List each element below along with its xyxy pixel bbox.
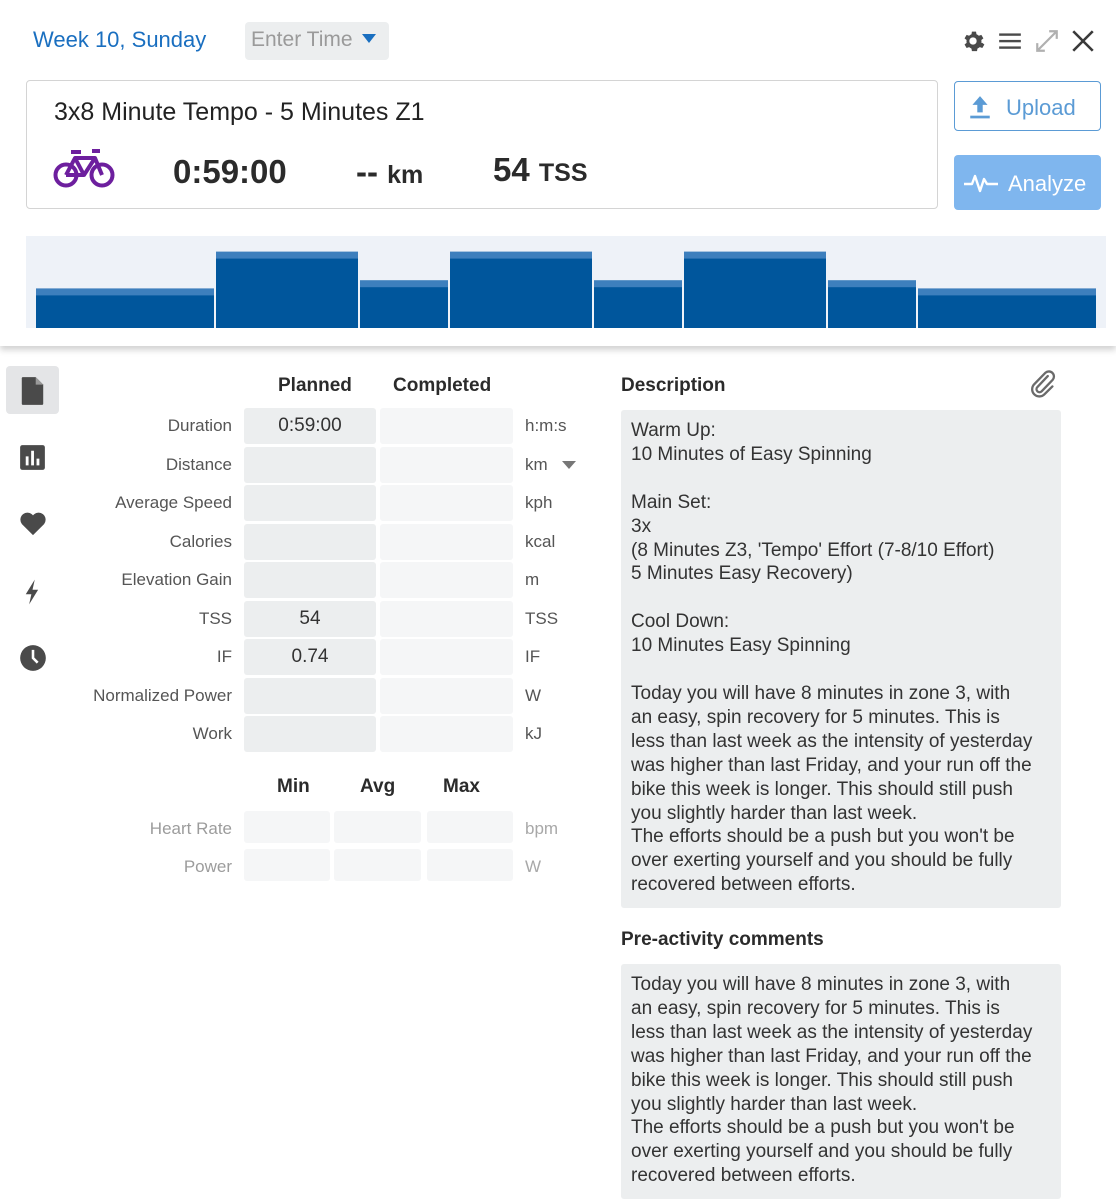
- interval-bar[interactable]: [36, 295, 214, 328]
- caret-down-icon: [362, 34, 376, 43]
- stat-unit: IF: [525, 647, 541, 666]
- description-text[interactable]: Warm Up: 10 Minutes of Easy Spinning Main Set: 3x (8 Minutes Z3, 'Tempo' Effort (7-8/10 Effort) 5 Minutes Easy Recovery) Cool Down: 10 Minutes Easy Spinning Today you will have 8 minutes in zone 3, with an easy, spin recovery for 5 minutes. This is less than last week as the intensity of yesterday was higher than last Friday, and your run off the bike this week is longer. This should still push you slightly harder than last week. The efforts should be a push but you won't be over exerting yourself and you should be fully recovered between efforts.: [621, 410, 1061, 908]
- range-label: Heart Rate: [149, 819, 232, 838]
- max-column-header: Max: [443, 776, 480, 797]
- upload-button[interactable]: [954, 81, 1101, 131]
- stat-unit: kcal: [525, 532, 556, 551]
- planned-tss: [493, 151, 588, 189]
- pre-activity-heading: Pre-activity comments: [621, 929, 824, 950]
- heart-icon: [19, 510, 47, 537]
- interval-bar[interactable]: [360, 287, 448, 328]
- stat-label: Duration: [167, 416, 232, 435]
- interval-bar[interactable]: [828, 287, 916, 328]
- stat-label: IF: [216, 647, 232, 666]
- interval-bar[interactable]: [594, 287, 682, 328]
- min-column-header: Min: [277, 776, 310, 797]
- completed-value-field[interactable]: [380, 447, 513, 483]
- sidebar-item-summary[interactable]: [6, 366, 59, 414]
- interval-bar[interactable]: [450, 259, 592, 328]
- tss-unit: TSS: [538, 159, 588, 187]
- interval-bar[interactable]: [684, 259, 826, 328]
- distance-unit: km: [387, 161, 424, 189]
- structure-graph-svg: [26, 236, 1106, 328]
- close-icon[interactable]: [1070, 28, 1096, 54]
- enter-time-dropdown[interactable]: [245, 22, 389, 60]
- bolt-icon: [19, 578, 46, 606]
- planned-value-field[interactable]: [244, 716, 376, 752]
- tss-value: 54: [493, 151, 530, 188]
- interval-bar[interactable]: [918, 295, 1096, 328]
- bar-chart-icon: [19, 444, 46, 471]
- planned-value-field[interactable]: 0.74: [244, 639, 376, 675]
- min-value-field[interactable]: [244, 811, 330, 843]
- stat-unit: TSS: [525, 609, 559, 628]
- avg-value-field[interactable]: [334, 849, 421, 881]
- avg-column-header: Avg: [360, 776, 396, 797]
- stat-unit: m: [525, 570, 540, 589]
- pulse-icon: [963, 172, 999, 194]
- date-title: Week 10, Sunday: [33, 27, 207, 52]
- range-label: Power: [183, 857, 232, 876]
- max-value-field[interactable]: [427, 811, 513, 843]
- description-heading: Description: [621, 375, 726, 396]
- workout-summary-card: [26, 80, 938, 209]
- completed-value-field[interactable]: [380, 562, 513, 598]
- sidebar-item-power[interactable]: [6, 568, 59, 616]
- stat-label: Elevation Gain: [121, 570, 232, 589]
- planned-value-field[interactable]: 0:59:00: [244, 408, 376, 444]
- workout-header-panel: [0, 0, 1116, 346]
- analyze-button[interactable]: [954, 155, 1101, 210]
- stat-label: TSS: [198, 609, 232, 628]
- distance-value: --: [356, 153, 378, 190]
- sidebar-item-heart-rate[interactable]: [6, 500, 59, 548]
- planned-value-field[interactable]: [244, 447, 376, 483]
- completed-value-field[interactable]: [380, 408, 513, 444]
- stat-label: Work: [192, 724, 232, 743]
- completed-value-field[interactable]: [380, 716, 513, 752]
- completed-value-field[interactable]: [380, 524, 513, 560]
- min-value-field[interactable]: [244, 849, 330, 881]
- stat-label: Distance: [165, 455, 232, 474]
- stat-label: Normalized Power: [93, 686, 232, 705]
- workout-title: 3x8 Minute Tempo - 5 Minutes Z1: [54, 98, 425, 126]
- clock-icon: [19, 644, 47, 672]
- stat-unit: kJ: [525, 724, 542, 743]
- pre-activity-comments-text[interactable]: Today you will have 8 minutes in zone 3, with an easy, spin recovery for 5 minutes. This is less than last week as the intensity of yesterday was higher than last Friday, and your run off the bike this week is longer. This should still push you slightly harder than last week. The efforts should be a push but you won't be over exerting yourself and you should be fully recovered between efforts.: [621, 964, 1061, 1199]
- planned-value-field[interactable]: [244, 524, 376, 560]
- upload-label: Upload: [1006, 95, 1076, 120]
- range-unit: bpm: [525, 819, 559, 838]
- completed-value-field[interactable]: [380, 678, 513, 714]
- planned-column-header: Planned: [278, 375, 352, 396]
- workout-structure-graph: [26, 236, 1106, 328]
- completed-value-field[interactable]: [380, 485, 513, 521]
- sidebar-item-charts[interactable]: [6, 434, 59, 482]
- expand-icon[interactable]: [1034, 28, 1060, 54]
- sidebar-item-history[interactable]: [6, 634, 59, 682]
- stat-unit: h:m:s: [525, 416, 567, 435]
- completed-value-field[interactable]: [380, 601, 513, 637]
- stat-unit: W: [525, 686, 542, 705]
- analyze-label: Analyze: [1008, 171, 1087, 196]
- upload-icon: [967, 94, 993, 120]
- completed-column-header: Completed: [393, 375, 492, 396]
- planned-value-field[interactable]: [244, 485, 376, 521]
- planned-value-field[interactable]: 54: [244, 601, 376, 637]
- planned-value-field[interactable]: [244, 678, 376, 714]
- interval-bar[interactable]: [216, 259, 358, 328]
- avg-value-field[interactable]: [334, 811, 421, 843]
- stat-label: Calories: [169, 532, 232, 551]
- completed-value-field[interactable]: [380, 639, 513, 675]
- planned-value-field[interactable]: [244, 562, 376, 598]
- stat-unit: kph: [525, 493, 553, 512]
- planned-distance: [356, 153, 423, 191]
- stat-label: Average Speed: [115, 493, 232, 512]
- document-icon: [19, 376, 46, 406]
- menu-icon[interactable]: [997, 28, 1023, 54]
- bike-icon: [53, 147, 115, 194]
- paperclip-icon[interactable]: [1028, 368, 1056, 403]
- max-value-field[interactable]: [427, 849, 513, 881]
- stat-unit: km: [525, 455, 548, 474]
- distance-unit-dropdown-icon[interactable]: [562, 461, 576, 469]
- range-unit: W: [525, 857, 542, 876]
- planned-duration: 0:59:00: [173, 153, 287, 190]
- enter-time-placeholder: Enter Time: [251, 28, 353, 51]
- gear-icon[interactable]: [960, 28, 986, 54]
